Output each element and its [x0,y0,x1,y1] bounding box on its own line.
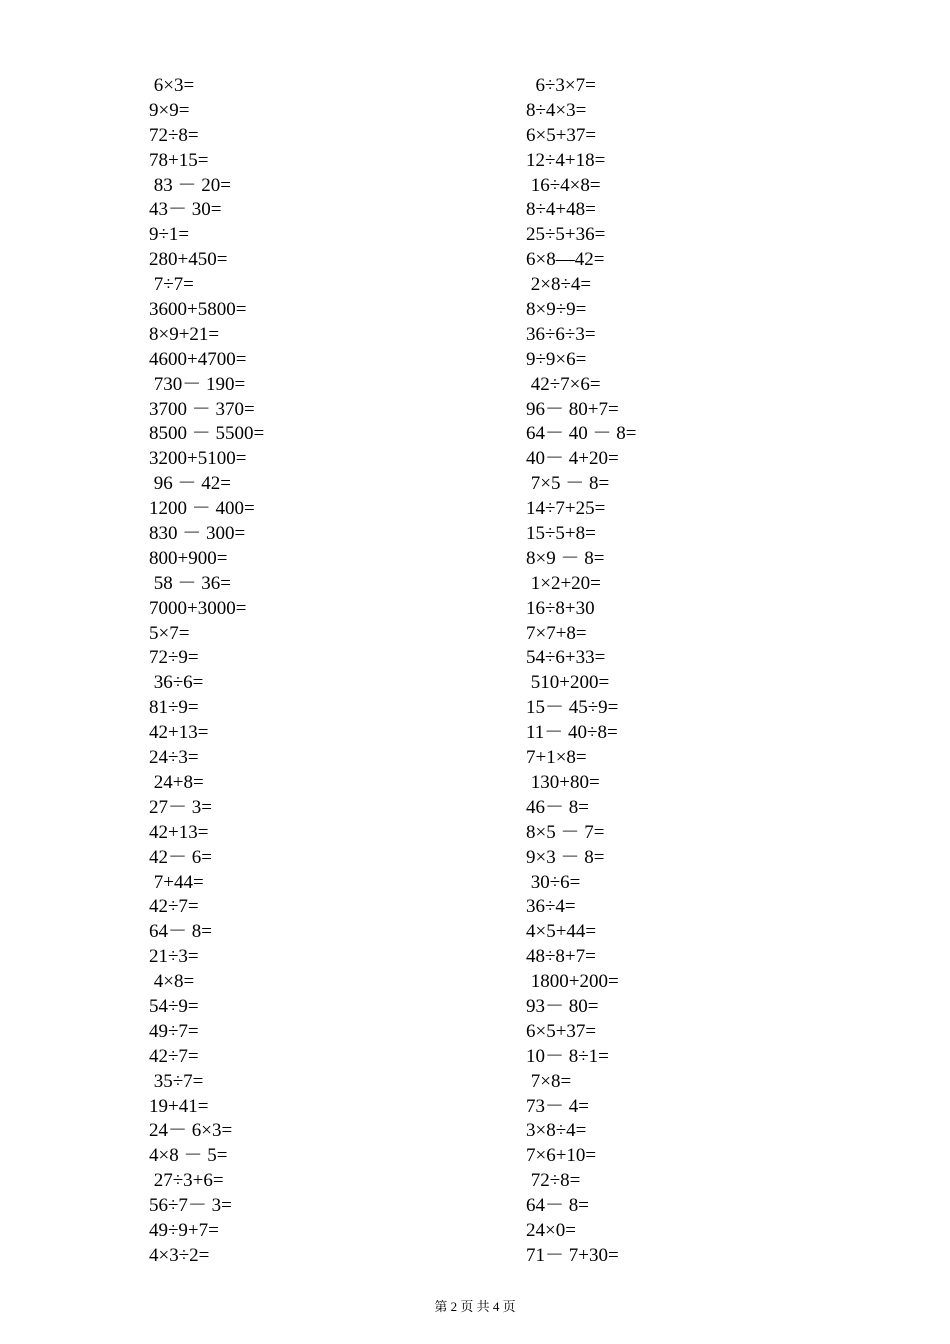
problem-line: 71－ 7+30= [526,1244,619,1266]
problem-line: 35÷7= [149,1070,204,1092]
problem-line: 7+1×8= [526,747,587,769]
problem-line: 9×9= [149,99,190,121]
problem-line: 48÷8+7= [526,946,596,968]
problem-line: 46－ 8= [526,796,589,818]
problem-line: 36÷4= [526,896,576,918]
problem-line: 800+900= [149,547,228,569]
problem-line: 4×8= [149,971,195,993]
problem-line: 96－ 80+7= [526,398,619,420]
problem-line: 42÷7×6= [526,373,601,395]
problem-line: 4×8 － 5= [149,1145,228,1167]
problem-line: 6÷3×7= [526,75,596,96]
problem-line: 8×5 － 7= [526,821,605,843]
problem-line: 54÷9= [149,995,199,1017]
problem-line: 3200+5100= [149,448,247,470]
problem-line: 7÷7= [149,274,194,296]
problem-line: 730－ 190= [149,373,246,395]
problem-line: 1200 － 400= [149,498,255,520]
problem-line: 6×5+37= [526,1020,597,1042]
problem-line: 49÷7= [149,1020,199,1042]
problem-line: 9÷9×6= [526,348,587,370]
problem-line: 7000+3000= [149,597,247,619]
problem-line: 64－ 8= [149,921,212,943]
problem-line: 6×8—42= [526,249,605,271]
problem-line: 6×3= [149,75,195,96]
problem-line: 42÷7= [149,1045,199,1067]
problem-line: 7×8= [526,1070,572,1092]
problem-line: 16÷4×8= [526,174,601,196]
problem-line: 8×9+21= [149,323,220,345]
problem-line: 54÷6+33= [526,647,606,669]
problem-line: 8×9 － 8= [526,547,605,569]
problem-line: 25÷5+36= [526,224,606,246]
problem-line: 36÷6= [149,672,204,694]
problem-line: 42+13= [149,722,209,744]
problem-line: 830 － 300= [149,523,246,545]
left-problem-column [149,74,264,1269]
problem-line: 24÷3= [149,747,199,769]
problem-line: 7×6+10= [526,1145,597,1167]
problem-line: 24+8= [149,771,204,793]
problem-line: 12÷4+18= [526,149,606,171]
problem-line: 7×5 － 8= [526,473,610,495]
problem-line: 40－ 4+20= [526,448,619,470]
problem-line: 8×9÷9= [526,299,587,321]
problem-line: 24×0= [526,1219,576,1241]
problem-line: 30÷6= [526,871,581,893]
problem-line: 8÷4×3= [526,99,587,121]
problem-line: 510+200= [526,672,610,694]
problem-line: 64－ 8= [526,1195,589,1217]
problem-line: 8500 － 5500= [149,423,265,445]
problem-line: 81÷9= [149,697,199,719]
problem-line: 78+15= [149,149,209,171]
problem-line: 280+450= [149,249,228,271]
problem-line: 43－ 30= [149,199,222,221]
problem-line: 19+41= [149,1095,209,1117]
problem-line: 2×8÷4= [526,274,592,296]
problem-line: 6×5+37= [526,124,597,146]
problem-line: 10－ 8÷1= [526,1045,609,1067]
problem-line: 15－ 45÷9= [526,697,619,719]
problem-line: 4×5+44= [526,921,597,943]
problem-line: 42－ 6= [149,846,212,868]
problem-line: 72÷8= [149,124,199,146]
problem-line: 4×3÷2= [149,1244,210,1266]
problem-line: 9÷1= [149,224,190,246]
right-problem-column [526,74,636,1269]
problem-line: 24－ 6×3= [149,1120,233,1142]
problem-line: 72÷8= [526,1170,581,1192]
problem-line: 56÷7－ 3= [149,1195,232,1217]
problem-line: 93－ 80= [526,995,599,1017]
problem-line: 36÷6÷3= [526,323,596,345]
problem-line: 42÷7= [149,896,199,918]
problem-line: 96 － 42= [149,473,231,495]
problem-line: 1800+200= [526,971,619,993]
problem-line: 130+80= [526,771,600,793]
problem-line: 9×3 － 8= [526,846,605,868]
problem-line: 16÷8+30 [526,597,595,619]
problem-line: 27÷3+6= [149,1170,224,1192]
problem-line: 73－ 4= [526,1095,589,1117]
problem-line: 7+44= [149,871,204,893]
problem-line: 49÷9+7= [149,1219,219,1241]
problem-line: 5×7= [149,622,190,644]
problem-line: 58 － 36= [149,572,231,594]
problem-line: 21÷3= [149,946,199,968]
problem-line: 64－ 40 － 8= [526,423,637,445]
problem-line: 3×8÷4= [526,1120,587,1142]
problem-line: 3600+5800= [149,299,247,321]
problem-line: 72÷9= [149,647,199,669]
problem-line: 11－ 40÷8= [526,722,618,744]
problem-line: 15÷5+8= [526,523,596,545]
problem-line: 42+13= [149,821,209,843]
problem-line: 3700 － 370= [149,398,255,420]
problem-line: 27－ 3= [149,796,212,818]
page-footer: 第 2 页 共 4 页 [434,1299,516,1314]
problem-line: 7×7+8= [526,622,587,644]
problem-line: 8÷4+48= [526,199,596,221]
problem-line: 14÷7+25= [526,498,606,520]
problem-line: 83 － 20= [149,174,231,196]
problem-line: 4600+4700= [149,348,247,370]
problem-line: 1×2+20= [526,572,601,594]
